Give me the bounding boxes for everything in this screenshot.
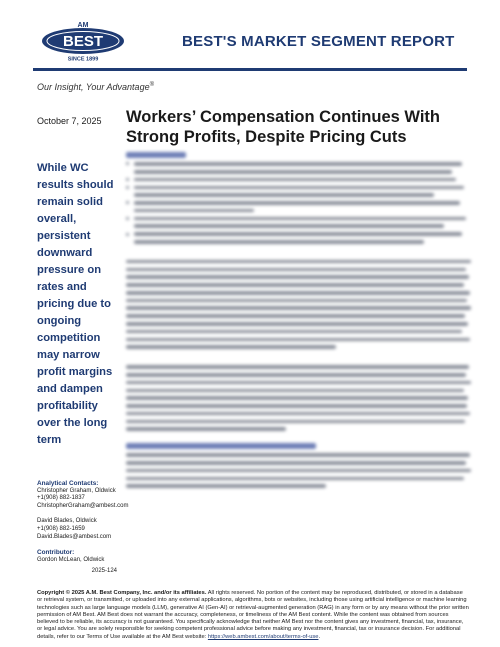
am-best-logo [40, 16, 126, 68]
contacts-heading: Analytical Contacts: [37, 480, 99, 487]
section-heading-key-takeaways [126, 152, 186, 158]
contact-phone: +1(908) 882-1659 [37, 525, 85, 532]
contact-phone: +1(908) 882-1837 [37, 495, 85, 502]
contributor-heading: Contributor: [37, 549, 75, 557]
terms-of-use-link[interactable]: https://web.ambest.com/about/terms-of-use [207, 633, 319, 640]
article-body-blurred [126, 152, 471, 572]
header-rule [33, 68, 467, 71]
footer-end: . [318, 633, 321, 640]
registered-mark: ® [149, 82, 154, 88]
contributor-name: Gordon McLean, Oldwick [37, 556, 105, 563]
copyright-line: Copyright © 2025 A.M. Best Company, Inc. and/or its affiliates. [37, 590, 207, 596]
copyright-footer [37, 590, 469, 641]
pull-quote: While WC results should remain solid overall, persistent downward pressure on rates and pricing due to ongoing competition may narrow profit margins and dampen profitability over the long term [37, 162, 114, 446]
contact-email[interactable]: David.Blades@ambest.com [37, 533, 112, 540]
logo-since-text: SINCE 1899 [67, 56, 99, 63]
contact-email[interactable]: ChristopherGraham@ambest.com [37, 502, 129, 509]
report-code: 2025-124 [91, 568, 117, 575]
contact-name: Christopher Graham, Oldwick [37, 487, 116, 494]
bullet-line [126, 162, 471, 166]
tagline [37, 82, 154, 92]
contact-name: David Blades, Oldwick [37, 518, 97, 525]
publication-date: October 7, 2025 [37, 116, 102, 126]
logo-best-text: BEST [62, 33, 104, 50]
article-headline: Workers’ Compensation Continues With Strong Profits, Despite Pricing Cuts [126, 108, 440, 146]
section-heading [126, 443, 316, 449]
report-series-title: BEST'S MARKET SEGMENT REPORT [182, 33, 455, 50]
logo-am-text: AM [77, 22, 89, 29]
analytical-contacts [37, 480, 129, 576]
tagline-text: Our Insight, Your Advantage [37, 82, 150, 92]
disclaimer-text: All rights reserved. No portion of the content may be reproduced, distributed, or stored in a database or retrieval system, or transmitted, or uploaded into any external applications, algorithms, bots or websites, including those using artificial intelligence or machine learning technologies such as large language models (LLM), generative AI (Gen-AI) or retrieval-augmented generation (RAG) in any form or by any means without the prior written permission of AM Best. AM Best does not warrant the accuracy, completeness, or timeliness of the AM Best content. While the content was obtained from sources believed to be reliable, its accuracy is not guaranteed. You specifically acknowledge that neither AM Best nor the content gives any investment, financial, tax, insurance, or legal advice. You are solely responsible for seeking competent professional advice before making any investment, financial, tax or insurance decision. For additional details, refer to our Terms of Use available at the AM Best website: [37, 590, 469, 640]
